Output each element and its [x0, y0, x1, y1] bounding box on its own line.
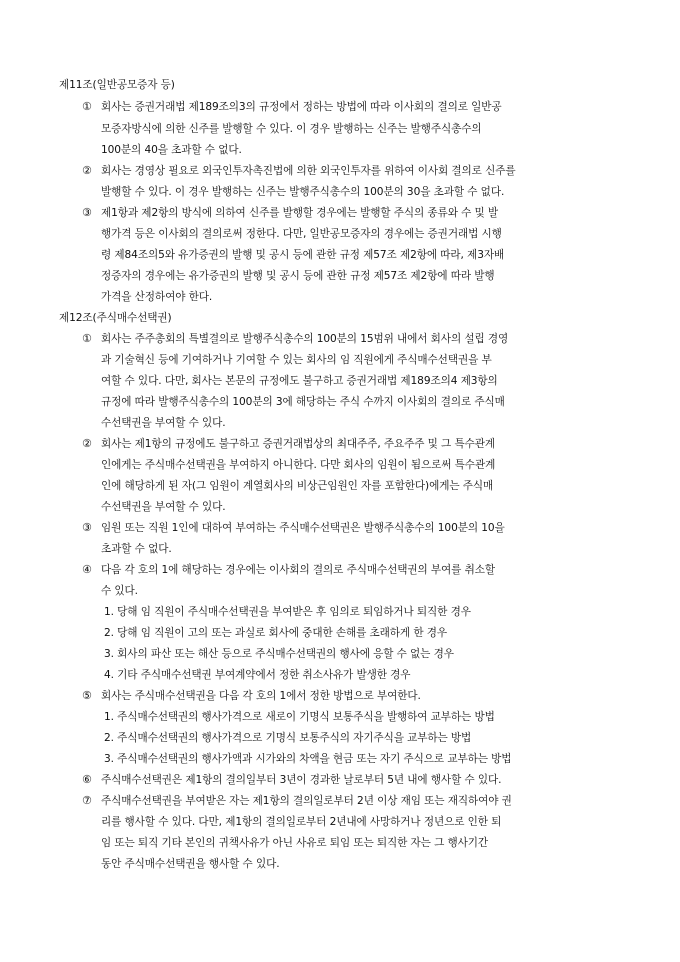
article-11-heading: 제11조(일반공모증자 등) — [59, 79, 175, 91]
sub-item: 1. 당해 임 직원이 주식매수선택권을 부여받은 후 임의로 퇴임하거나 퇴직한 경우 — [104, 606, 471, 618]
text-line: 회사는 제1항의 규정에도 불구하고 증권거래법상의 최대주주, 주요주주 및 그 특수관계 — [101, 438, 495, 450]
sub-item: 3. 주식매수선택권의 행사가액과 시가와의 차액을 현금 또는 자기 주식으로 교부하는 방법 — [104, 753, 512, 765]
article-12-heading: 제12조(주식매수선택권) — [59, 312, 172, 324]
text-line: 리를 행사할 수 있다. 다만, 제1항의 결의일로부터 2년내에 사망하거나 정년으로 인한 퇴 — [101, 816, 502, 828]
item-marker: ① — [82, 332, 92, 345]
text-line: 수선택권을 부여할 수 있다. — [101, 501, 226, 513]
item-marker: ⑦ — [82, 794, 92, 807]
text-line: 과 기술혁신 등에 기여하거나 기여할 수 있는 회사의 임 직원에게 주식매수선택권을 부 — [101, 354, 492, 366]
text-line: 제1항과 제2항의 방식에 의하여 신주를 발행할 경우에는 발행할 주식의 종류와 수 및 발 — [101, 207, 499, 219]
sub-item: 4. 기타 주식매수선택권 부여계약에서 정한 취소사유가 발생한 경우 — [104, 669, 411, 681]
item-marker: ⑥ — [82, 773, 92, 786]
item-marker: ② — [82, 164, 92, 177]
text-line: 인에게는 주식매수선택권을 부여하지 아니한다. 다만 회사의 임원이 됨으로써 특수관계 — [101, 459, 496, 471]
text-line: 규정에 따라 발행주식총수의 100분의 3에 해당하는 주식 수까지 이사회의 결의로 주식매 — [101, 396, 505, 408]
text-line: 수선택권을 부여할 수 있다. — [101, 417, 226, 429]
sub-item: 2. 당해 임 직원이 고의 또는 과실로 회사에 중대한 손해를 초래하게 한 경우 — [104, 627, 447, 639]
text-line: 행가격 등은 이사회의 결의로써 정한다. 다만, 일반공모증자의 경우에는 증권거래법 시행 — [101, 228, 502, 240]
text-line: 주식매수선택권은 제1항의 결의일부터 3년이 경과한 날로부터 5년 내에 행사할 수 있다. — [101, 774, 502, 786]
item-marker: ④ — [82, 563, 92, 576]
text-line: 초과할 수 없다. — [101, 543, 172, 555]
item-marker: ① — [82, 100, 92, 113]
text-line: 정증자의 경우에는 유가증권의 발행 및 공시 등에 관한 규정 제57조 제2항에 따라 발행 — [101, 270, 495, 282]
item-marker: ⑤ — [82, 689, 92, 702]
text-line: 임원 또는 직원 1인에 대하여 부여하는 주식매수선택권은 발행주식총수의 100분의 10을 — [101, 522, 505, 534]
text-line: 인에 해당하게 된 자(그 임원이 계열회사의 비상근임원인 자를 포함한다)에게는 주식매 — [101, 480, 494, 492]
text-line: 가격을 산정하여야 한다. — [101, 291, 213, 303]
sub-item: 1. 주식매수선택권의 행사가격으로 새로이 기명식 보통주식을 발행하여 교부하는 방법 — [104, 711, 495, 723]
text-line: 수 있다. — [101, 585, 138, 597]
text-line: 주식매수선택권을 부여받은 자는 제1항의 결의일로부터 2년 이상 재임 또는 재직하여야 권 — [101, 795, 512, 807]
text-line: 여할 수 있다. 다만, 회사는 본문의 규정에도 불구하고 증권거래법 제189조의4 제3항의 — [101, 375, 498, 387]
text-line: 회사는 증권거래법 제189조의3의 규정에서 정하는 방법에 따라 이사회의 결의로 일반공 — [101, 101, 502, 113]
text-line: 임 또는 퇴직 기타 본인의 귀책사유가 아닌 사유로 퇴임 또는 퇴직한 자는 그 행사기간 — [101, 837, 489, 849]
text-line: 회사는 주주총회의 특별결의로 발행주식총수의 100분의 15범위 내에서 회사의 설립 경영 — [101, 333, 509, 345]
sub-item: 3. 회사의 파산 또는 해산 등으로 주식매수선택권의 행사에 응할 수 없는 경우 — [104, 648, 454, 660]
text-line: 모증자방식에 의한 신주를 발행할 수 있다. 이 경우 발행하는 신주는 발행주식총수의 — [101, 123, 482, 135]
sub-item: 2. 주식매수선택권의 행사가격으로 기명식 보통주식의 자기주식을 교부하는 방법 — [104, 732, 472, 744]
text-line: 회사는 경영상 필요로 외국인투자촉진법에 의한 외국인투자를 위하여 이사회 결의로 신주를 — [101, 165, 516, 177]
text-line: 100분의 40을 초과할 수 없다. — [101, 144, 242, 156]
item-marker: ③ — [82, 206, 92, 219]
text-line: 동안 주식매수선택권을 행사할 수 있다. — [101, 858, 280, 870]
text-line: 발행할 수 있다. 이 경우 발행하는 신주는 발행주식총수의 100분의 30을 초과할 수 없다. — [101, 186, 505, 198]
item-marker: ③ — [82, 521, 92, 534]
text-line: 령 제84조의5와 유가증권의 발행 및 공시 등에 관한 규정 제57조 제2항에 따라, 제3자배 — [101, 249, 505, 261]
text-line: 회사는 주식매수선택권을 다음 각 호의 1에서 정한 방법으로 부여한다. — [101, 690, 421, 702]
item-marker: ② — [82, 437, 92, 450]
text-line: 다음 각 호의 1에 해당하는 경우에는 이사회의 결의로 주식매수선택권의 부여를 취소할 — [101, 564, 495, 576]
